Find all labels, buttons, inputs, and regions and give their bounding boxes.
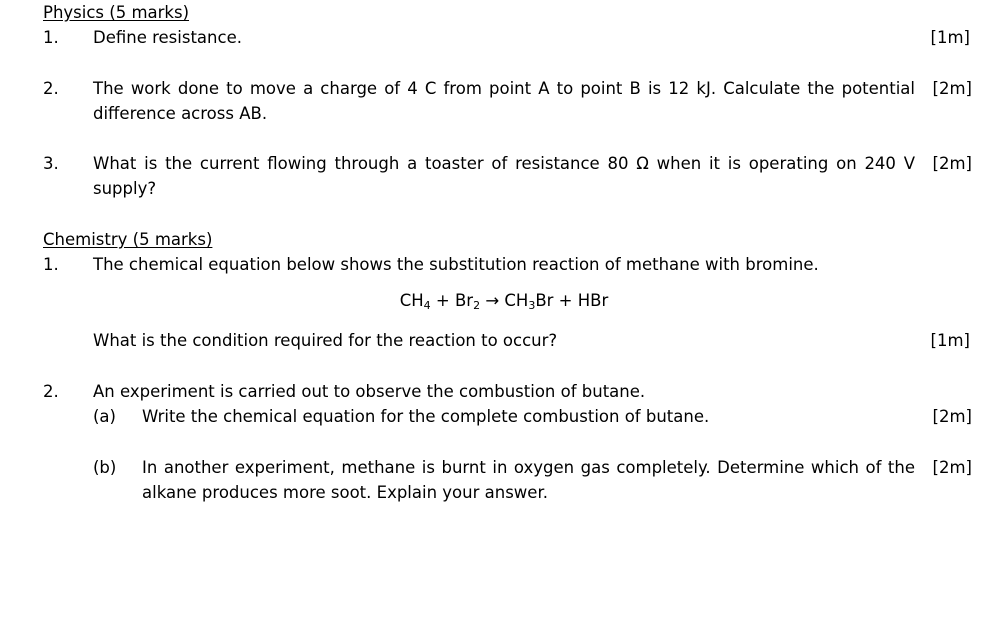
physics-q2-marks: [2m] [932,79,972,98]
equation-br-subscript: 2 [473,299,481,312]
chemistry-q2-intro: An experiment is carried out to observe the combustion of butane. [93,382,646,401]
equation-ch3-subscript: 3 [528,299,536,312]
chemistry-q2a-text: Write the chemical equation for the complete combustion of butane. [142,407,710,426]
chemical-equation [0,288,1008,313]
chemistry-q2a-label: (a) [93,407,116,426]
chemistry-q2-number: 2. [43,382,59,401]
equation-arrow-ch: → CH [480,291,529,310]
physics-q1-text: Define resistance. [93,28,242,47]
physics-q3-text: What is the current flowing through a toaster of resistance 80 Ω when it is operating on 240 V supply? [93,154,915,198]
equation-ch: CH [399,291,424,310]
chemistry-q1-marks: [1m] [930,331,970,350]
physics-q1-marks: [1m] [930,28,970,47]
physics-heading: Physics (5 marks) [43,3,190,22]
chemistry-q1-number: 1. [43,255,59,274]
equation-products: Br + HBr [535,291,609,310]
physics-q3-marks: [2m] [932,154,972,173]
chemistry-q2b-text: In another experiment, methane is burnt in oxygen gas completely. Determine which of the alkane produces more soot. Explain your answer. [142,458,915,502]
physics-q2-number: 2. [43,79,59,98]
chemistry-q1-question: What is the condition required for the reaction to occur? [93,331,558,350]
physics-q1-number: 1. [43,28,59,47]
chemistry-q2b-marks: [2m] [932,458,972,477]
chemistry-q2b-label: (b) [93,458,117,477]
chemistry-q2a-marks: [2m] [932,407,972,426]
equation-ch-subscript: 4 [423,299,431,312]
chemistry-q1-intro: The chemical equation below shows the substitution reaction of methane with bromine. [93,255,819,274]
physics-q2-text: The work done to move a charge of 4 C from point A to point B is 12 kJ. Calculate the potential difference across AB. [93,79,915,123]
equation-plus-br: + Br [430,291,474,310]
chemistry-heading: Chemistry (5 marks) [43,230,213,249]
physics-q3-number: 3. [43,154,59,173]
